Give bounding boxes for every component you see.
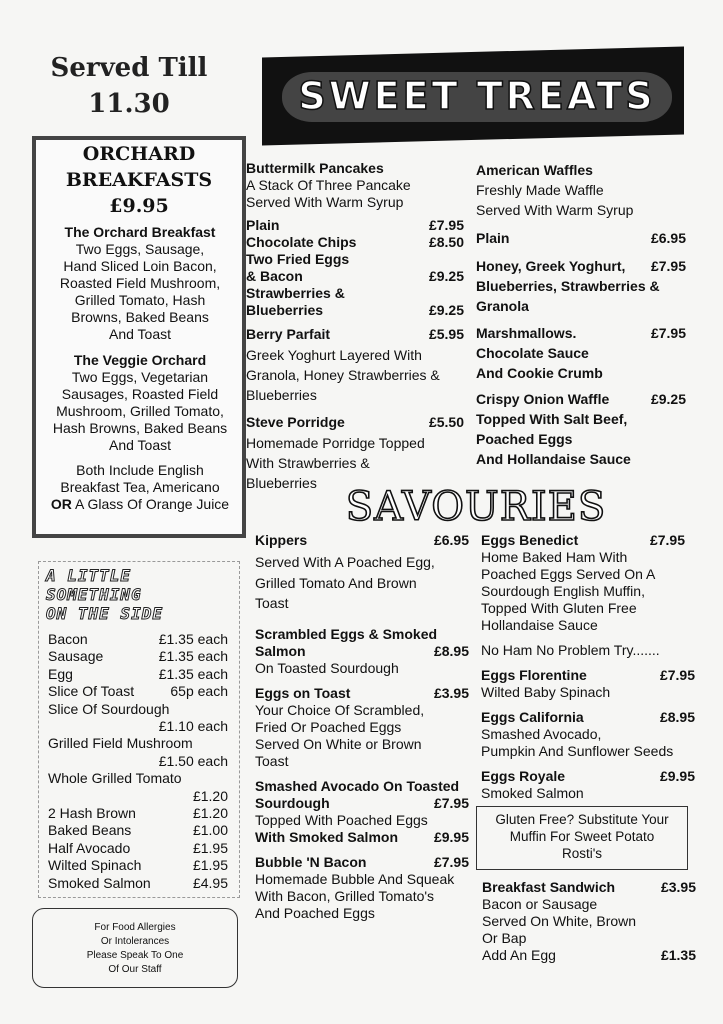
dish-price: £7.95 [433,853,469,870]
side-item [48,701,228,718]
savouries-right [481,532,695,802]
side-item-price: £1.10 each [158,718,228,735]
allergy-line: Of Our Staff [108,964,162,975]
side-item [48,683,228,700]
side-item-price: £1.35 each [158,631,228,647]
breakfast-sandwich [482,879,696,964]
desc-line: And Toast [108,437,171,453]
pancakes-desc: A Stack Of Three Pancake [246,177,411,193]
waffle-marshmallow [476,323,686,343]
dish-desc: Topped With Gluten Free [481,600,637,616]
desc-line: Roasted Field Mushroom, [59,275,221,291]
dish-desc: Your Choice Of Scrambled, [255,701,425,718]
option-price: £8.50 [428,234,464,250]
desc-line: Sausages, Roasted Field [61,386,219,402]
dish-title: Eggs California [481,709,584,725]
side-item [48,753,228,770]
side-item [48,666,228,683]
pancakes-desc: Served With Warm Syrup [246,194,404,210]
option-name: Strawberries & [246,285,345,301]
berry-parfait-title-row [246,326,464,343]
dish-desc: Grilled Tomato And Brown [255,574,417,591]
or-rest: A Glass Of Orange Juice [71,496,230,512]
option-name: Plain [476,230,510,246]
smashed-avocado-title-row [255,795,469,812]
option-price: £7.95 [650,258,686,274]
dish-desc: With Bacon, Grilled Tomato's [255,887,435,904]
savouries-title: SAVOURIES [345,484,607,530]
side-title [46,566,163,623]
dish-title: Eggs on Toast [255,684,351,701]
berry-parfait-desc: Granola, Honey Strawberries & [246,367,440,383]
side-title-line: A LITTLE [46,566,132,585]
waffles-desc: Freshly Made Waffle [476,182,604,198]
dish-desc: Toast [255,752,289,769]
desc-line: And Toast [108,326,171,342]
side-item [48,840,228,857]
option-price: £6.95 [650,230,686,246]
dish-price: £3.95 [433,684,469,701]
side-item-price: £1.00 [192,822,228,839]
side-item [48,788,228,805]
dish-desc: Fried Or Poached Eggs [255,718,402,735]
dish-desc: Served On White, Brown [482,913,637,929]
desc-line: Grilled Tomato, Hash [74,292,206,308]
side-item-name: Egg [48,665,73,682]
steve-porridge-desc: With Strawberries & [246,455,370,471]
option-price: £9.25 [428,268,464,284]
dish-desc: Hollandaise Sauce [481,617,598,633]
option-price: £9.25 [650,391,686,407]
side-item-name: Whole Grilled Tomato [48,770,182,787]
side-item-name [48,718,52,734]
option-name: Granola [476,298,529,314]
orchard-drinks-note [36,462,244,513]
dish-title: Kippers [255,532,308,548]
side-item [48,822,228,839]
no-ham-note: No Ham No Problem Try....... [481,642,660,658]
side-item-name [48,753,52,769]
option-name: Marshmallows. [476,325,577,341]
dish-title: Eggs Benedict [481,532,579,548]
side-item-name: 2 Hash Brown [48,805,136,822]
pancake-option [246,285,464,319]
gf-line: Rosti's [561,846,603,861]
orchard-title: ORCHARD [82,143,196,165]
note-line: Both Include English [76,462,204,478]
kippers-title-row [255,532,469,549]
dish-price: £7.95 [433,794,469,811]
waffles-desc: Served With Warm Syrup [476,202,634,218]
savouries-left [255,532,469,922]
steve-porridge-desc: Blueberries [246,475,317,491]
option-name: Chocolate Sauce [476,345,589,361]
side-item-price: 65p each [170,683,228,700]
sandwich-title-row [482,879,696,896]
note-line [36,496,244,513]
served-till-time: 11.30 [88,89,170,119]
option-name: Two Fried Eggs [246,251,350,267]
side-item [48,875,228,892]
dish-desc: On Toasted Sourdough [255,659,399,676]
side-item [48,805,228,822]
gluten-free-notice [476,806,688,870]
berry-parfait-desc: Blueberries [246,387,317,403]
dish-price: £7.95 [659,667,695,683]
option-name: Honey, Greek Yoghurt, [476,258,626,274]
side-item [48,631,228,648]
desc-line: Two Eggs, Vegetarian [71,369,209,385]
option-name: Poached Eggs [476,431,573,447]
dish-desc: Smashed Avocado, [481,726,602,742]
option-price: £7.95 [650,325,686,341]
gf-line: Gluten Free? Substitute Your [495,812,669,827]
dish-desc: And Poached Eggs [255,904,375,921]
eggs-on-toast-title-row [255,685,469,702]
dish-title: Smashed Avocado On Toasted [255,777,460,794]
side-item-price: £1.35 each [158,665,228,682]
dish-desc: Homemade Bubble And Squeak [255,870,455,887]
dish-desc: Poached Eggs Served On A [481,566,656,582]
dish-desc: Bacon or Sausage [482,896,598,912]
pancakes-section [246,160,464,493]
orchard-breakfast-name: The Orchard Breakfast [64,224,216,240]
allergy-line: Please Speak To One [86,950,184,961]
bubble-bacon-title-row [255,854,469,871]
california-title-row [481,709,695,726]
orchard-price: £9.95 [109,195,169,217]
side-item-name: Bacon [48,631,88,647]
breakfasts-title: BREAKFASTS [65,169,213,191]
served-till-line1: Served Till [50,53,208,83]
desc-line: Hand Sliced Loin Bacon, [63,258,217,274]
dish-title: Breakfast Sandwich [482,879,616,895]
benedict-title-row [481,532,695,549]
side-item-name: Smoked Salmon [48,874,151,891]
dish-price: £3.95 [660,879,696,895]
waffle-crispy-onion [476,389,686,409]
dish-desc: Wilted Baby Spinach [481,684,611,700]
option-name: And Cookie Crumb [476,365,603,381]
dish-desc: Smoked Salmon [481,785,584,801]
side-title-line: ON THE SIDE [46,604,163,623]
side-item-price: £4.95 [192,874,228,891]
side-item-name: Half Avocado [48,839,131,856]
sweet-treats-title: SWEET TREATS [298,74,656,118]
gf-line: Muffin For Sweet Potato [509,829,655,844]
side-items-list [48,631,228,892]
pancake-option [246,251,464,285]
side-item-price: £1.50 each [158,752,228,769]
pancake-option [246,217,464,234]
option-name: Plain [246,217,280,233]
note-line: Breakfast Tea, Americano [60,479,220,495]
dish-extra: With Smoked Salmon [255,828,399,845]
side-item-price: £1.95 [192,839,228,856]
waffles-section [476,160,686,469]
steve-porridge-title-row [246,414,464,431]
side-item-name: Baked Beans [48,822,132,839]
side-item [48,718,228,735]
side-item [48,770,228,787]
side-item-price: £1.95 [192,857,228,874]
option-name: Blueberries, Strawberries & [476,278,660,294]
berry-parfait-title: Berry Parfait [246,326,331,342]
option-name: & Bacon [246,268,303,284]
waffle-plain [476,228,686,248]
side-item-name: Slice Of Sourdough [48,700,170,717]
side-item [48,648,228,665]
dish-desc: Pumpkin And Sunflower Seeds [481,743,674,759]
dish-desc: Sourdough English Muffin, [481,583,645,599]
desc-line: Mushroom, Grilled Tomato, [56,403,224,419]
or-word: OR [50,496,72,512]
waffle-honey [476,256,686,276]
dish-desc: Served With A Poached Egg, [255,554,435,570]
option-name: Blueberries [246,302,324,318]
dish-price: £9.95 [433,828,469,845]
dish-title: Sourdough [255,794,330,811]
orchard-breakfast-item [40,224,240,343]
veggie-orchard-name: The Veggie Orchard [73,352,207,368]
dish-price: £6.95 [433,532,469,548]
allergy-notice [32,908,238,988]
option-name: Crispy Onion Waffle [476,391,610,407]
side-item-price: £1.20 [192,805,228,822]
option-price: £9.25 [428,302,464,318]
royale-title-row [481,768,695,785]
side-item-price: £1.20 [192,787,228,804]
side-item-name: Grilled Field Mushroom [48,735,193,752]
side-item-price: £1.35 each [158,648,228,665]
veggie-orchard-item [40,352,240,454]
florentine-title-row [481,667,695,684]
smoked-salmon-extra [255,829,469,846]
side-item-name [48,788,52,804]
side-item-name: Slice Of Toast [48,683,135,700]
dish-price: £7.95 [649,532,685,548]
dish-desc: Toast [255,595,289,611]
berry-parfait-desc: Greek Yoghurt Layered With [246,347,422,363]
dish-title: Eggs Florentine [481,667,587,683]
option-price: £7.95 [428,217,464,233]
allergy-line: For Food Allergies [94,922,176,933]
served-till [34,50,224,122]
scrambled-title-row [255,643,469,660]
desc-line: Browns, Baked Beans [71,309,209,325]
dish-price: £9.95 [659,768,695,784]
dish-desc: Home Baked Ham With [481,549,628,565]
option-name: Chocolate Chips [246,234,357,250]
steve-porridge-title: Steve Porridge [246,414,345,430]
dish-title: Scrambled Eggs & Smoked [255,625,438,642]
dish-price: £8.95 [659,709,695,725]
orchard-heading [36,141,242,219]
side-title-line: SOMETHING [46,585,142,604]
allergy-line: Or Intolerances [100,936,170,947]
option-name: Topped With Salt Beef, [476,411,628,427]
add-egg-price: £1.35 [660,947,696,963]
pancake-option [246,234,464,251]
dish-title: Bubble 'N Bacon [255,853,367,870]
dish-title: Eggs Royale [481,768,566,784]
option-name: And Hollandaise Sauce [476,451,631,467]
dish-title: Salmon [255,642,306,659]
waffles-title: American Waffles [476,162,593,178]
side-item-name: Wilted Spinach [48,857,142,874]
add-egg-label: Add An Egg [482,947,556,963]
dish-desc: Topped With Poached Eggs [255,811,428,828]
side-item-name: Sausage [48,648,104,665]
side-item [48,857,228,874]
desc-line: Two Eggs, Sausage, [75,241,205,257]
desc-line: Hash Browns, Baked Beans [52,420,228,436]
pancakes-title: Buttermilk Pancakes [246,160,384,176]
berry-parfait-price: £5.95 [428,326,464,342]
steve-porridge-price: £5.50 [428,414,464,430]
dish-price: £8.95 [433,642,469,659]
side-item [48,735,228,752]
steve-porridge-desc: Homemade Porridge Topped [246,435,425,451]
dish-desc: Served On White or Brown [255,735,422,752]
dish-desc: Or Bap [482,930,527,946]
add-egg-row [482,947,696,964]
